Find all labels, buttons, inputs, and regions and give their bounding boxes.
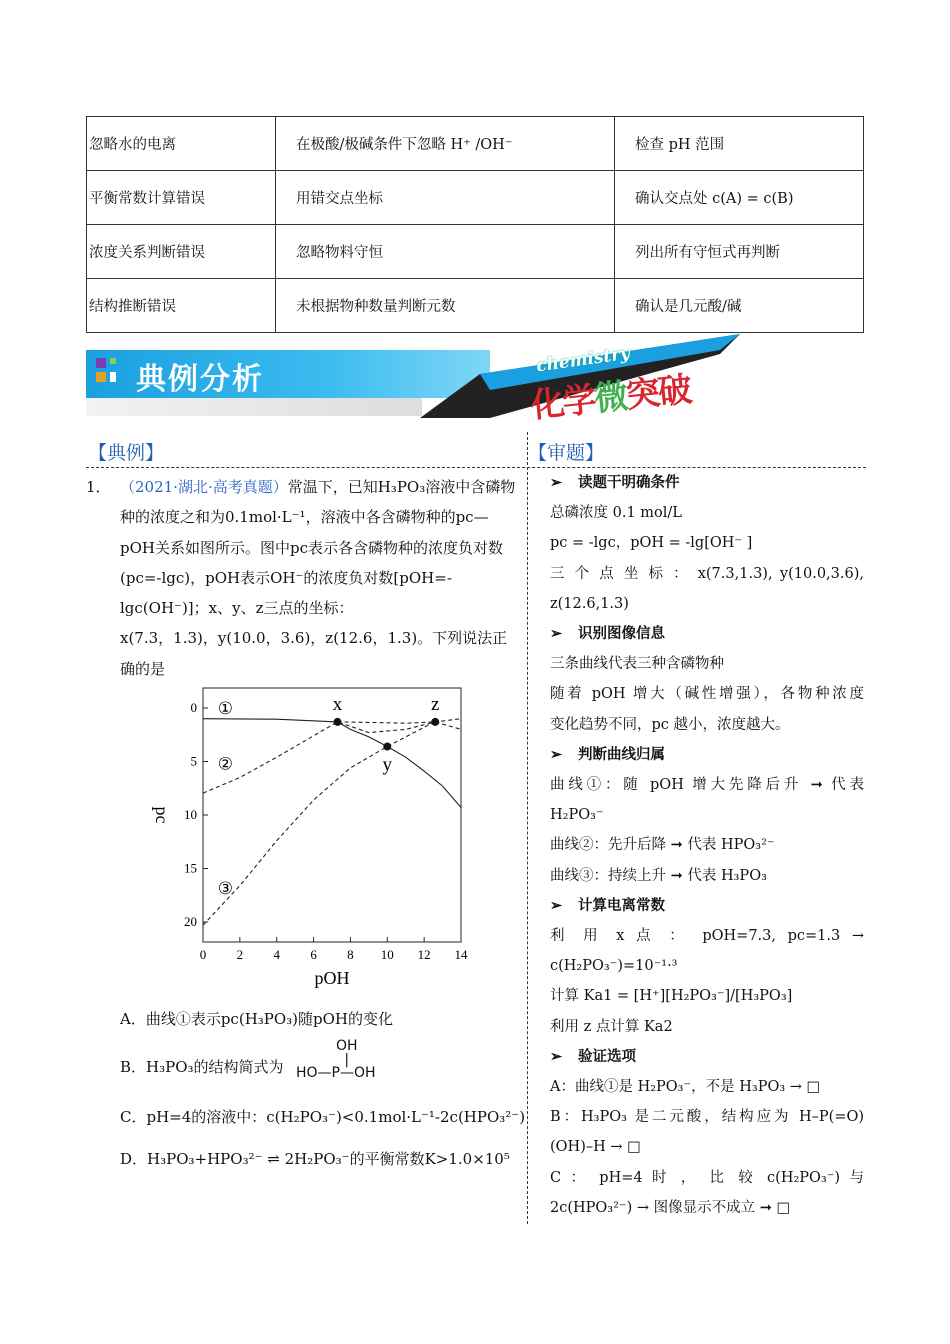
data-point <box>383 743 391 751</box>
y-axis-label: pc <box>152 806 172 824</box>
x-tick-label: 6 <box>310 947 317 962</box>
analysis-line: B：H₃PO₃ 是二元酸，结构应为 H–P(=O) <box>550 1109 864 1126</box>
y-tick-label: 20 <box>184 914 197 929</box>
analysis-line: pc = -lgc，pOH = -lg[OH⁻ ] <box>550 535 753 552</box>
structure-bottom: HO—P—OH <box>296 1065 376 1081</box>
cause-cell: 在极酸/极碱条件下忽略 H⁺ /OH⁻ <box>276 117 615 171</box>
x-tick-label: 4 <box>273 947 280 962</box>
banner-decor-square <box>110 372 116 382</box>
logo-chemistry-text: chemistry <box>535 343 632 377</box>
analysis-line: 2c(HPO₃²⁻) → 图像显示不成立 ➞ □ <box>550 1199 791 1216</box>
x-tick-label: 10 <box>380 947 394 962</box>
cause-cell: 未根据物种数量判断元数 <box>276 279 615 333</box>
banner-decor-square <box>110 358 116 364</box>
series-line <box>203 719 461 793</box>
analysis-line: 利用 z 点计算 Ka2 <box>550 1018 673 1035</box>
analysis-line: 三 个 点 坐 标 ： x(7.3,1.3), y(10.0,3.6), <box>550 565 864 582</box>
question-number: 1． <box>86 478 111 496</box>
series-line <box>203 722 435 925</box>
data-point <box>431 718 439 726</box>
point-label: y <box>382 754 393 776</box>
x-tick-label: 12 <box>417 947 431 962</box>
y-tick-label: 0 <box>190 700 197 715</box>
error-type-cell: 结构推断错误 <box>87 279 276 333</box>
analysis-step-title: 验证选项 <box>578 1047 636 1065</box>
divider-vertical <box>527 432 528 1224</box>
series-line <box>203 719 461 808</box>
analysis-line: 随着 pOH 增大（碱性增强），各物种浓度 <box>550 686 864 703</box>
analysis-line: (OH)–H → □ <box>550 1139 641 1156</box>
option-c: C．pH=4的溶液中：c(H₂PO₃⁻)<0.1mol·L⁻¹-2c(HPO₃²⁻) <box>120 1108 526 1126</box>
remedy-cell: 确认交点处 c(A) = c(B) <box>615 171 864 225</box>
analysis-line: 利 用 x 点 ： pOH=7.3, pc=1.3 → <box>550 928 864 945</box>
banner-decor-square <box>96 358 106 368</box>
error-type-cell: 忽略水的电离 <box>87 117 276 171</box>
structure-formula: OH | HO—P—OH <box>296 1038 376 1081</box>
analysis-line: 计算 Ka1 = [H⁺][H₂PO₃⁻]/[H₃PO₃] <box>550 988 793 1005</box>
curve-label: ① <box>217 699 233 719</box>
analysis-step-heading <box>550 740 864 770</box>
analysis-step-heading <box>550 619 864 649</box>
analysis-line: H₂PO₃⁻ <box>550 807 604 824</box>
error-type-cell: 浓度关系判断错误 <box>87 225 276 279</box>
analysis-step-title: 识别图像信息 <box>578 625 665 643</box>
analysis-line: 三条曲线代表三种含磷物种 <box>550 656 724 673</box>
structure-top: OH <box>336 1038 358 1054</box>
curve-label: ② <box>217 754 233 775</box>
table-row <box>87 171 864 225</box>
y-tick-label: 5 <box>190 753 197 769</box>
analysis-line: 曲线①：随 pOH 增大先降后升 ➞ 代表 <box>550 777 864 794</box>
question-coordinates: x(7.3，1.3)，y(10.0，3.6)，z(12.6，1.3)。下列说法正确的是 <box>120 629 508 678</box>
arrow-bullet-icon: ➢ <box>550 1047 563 1065</box>
logo-chinese-text: 化学微突破 <box>528 369 693 427</box>
analysis-step-title: 计算电离常数 <box>578 896 665 914</box>
cause-cell: 忽略物料守恒 <box>276 225 615 279</box>
analysis-line: C ： pH=4 时 ， 比 较 c(H₂PO₃⁻) 与 <box>550 1169 864 1186</box>
table-row <box>87 117 864 171</box>
analysis-step-title: 判断曲线归属 <box>578 745 665 763</box>
option-a: A．曲线①表示pc(H₃PO₃)随pOH的变化 <box>120 1010 394 1028</box>
remedy-cell: 确认是几元酸/碱 <box>615 279 864 333</box>
banner-decor-square <box>96 372 106 382</box>
question-block <box>86 472 522 684</box>
analysis-line: c(H₂PO₃⁻)=10⁻¹·³ <box>550 958 678 975</box>
cause-cell: 用错交点坐标 <box>276 171 615 225</box>
x-tick-label: 0 <box>199 947 207 962</box>
analysis-line: 曲线②：先升后降 ➞ 代表 HPO₃²⁻ <box>550 837 775 854</box>
analysis-line: 变化趋势不同，pc 越小，浓度越大。 <box>550 716 790 733</box>
error-type-cell: 平衡常数计算错误 <box>87 171 276 225</box>
y-tick-label: 15 <box>184 860 197 876</box>
error-summary-table <box>86 116 864 333</box>
x-tick-label: 2 <box>236 947 244 962</box>
table-row <box>87 279 864 333</box>
y-tick-label: 10 <box>184 807 197 822</box>
option-d: D．H₃PO₃+HPO₃²⁻ ⇌ 2H₂PO₃⁻的平衡常数K>1.0×10⁵ <box>120 1150 510 1168</box>
analysis-line: 曲线③：持续上升 ➞ 代表 H₃PO₃ <box>550 867 767 884</box>
question-stem: 常温下，已知H₃PO₃溶液中含磷物种的浓度之和为0.1mol·L⁻¹，溶液中各含磷物种的pc—pOH关系如图所示。图中pc表示各含磷物种的浓度负对数(pc=-lgc)，pOH表示OH⁻的浓度负对数[pOH=-lgc(OH⁻)]；x、y、z三点的坐标： <box>120 478 516 618</box>
point-label: x <box>332 693 343 715</box>
question-source: （2021·湖北·高考真题） <box>120 478 288 496</box>
option-b: B．H₃PO₃的结构简式为 <box>120 1058 284 1076</box>
plot-frame <box>203 688 461 942</box>
x-tick-label: 8 <box>347 947 354 962</box>
analysis-step-heading <box>550 468 864 498</box>
point-label: z <box>430 693 440 715</box>
remedy-cell: 列出所有守恒式再判断 <box>615 225 864 279</box>
arrow-bullet-icon: ➢ <box>550 474 563 491</box>
banner-title: 典例分析 <box>136 362 264 397</box>
x-axis-label: pOH <box>314 968 350 988</box>
banner-stripe <box>86 398 422 416</box>
remedy-cell: 检查 pH 范围 <box>615 117 864 171</box>
arrow-bullet-icon: ➢ <box>550 896 563 914</box>
analysis-line: z(12.6,1.3) <box>550 595 629 612</box>
arrow-bullet-icon: ➢ <box>550 625 563 643</box>
analysis-heading: 【审题】 <box>528 442 605 464</box>
analysis-line: 总磷浓度 0.1 mol/L <box>550 505 682 522</box>
analysis-step-title: 读题干明确条件 <box>578 474 680 491</box>
data-point <box>334 718 342 726</box>
arrow-bullet-icon: ➢ <box>550 745 563 763</box>
analysis-step-heading <box>550 891 864 921</box>
pc-poh-chart <box>140 680 480 1000</box>
analysis-line: A：曲线①是 H₂PO₃⁻，不是 H₃PO₃ → □ <box>550 1079 821 1096</box>
analysis-block <box>550 468 864 1223</box>
curve-label: ③ <box>217 878 233 899</box>
example-heading: 【典例】 <box>88 442 165 464</box>
table-row <box>87 225 864 279</box>
x-tick-label: 14 <box>454 947 468 962</box>
analysis-step-heading <box>550 1042 864 1072</box>
